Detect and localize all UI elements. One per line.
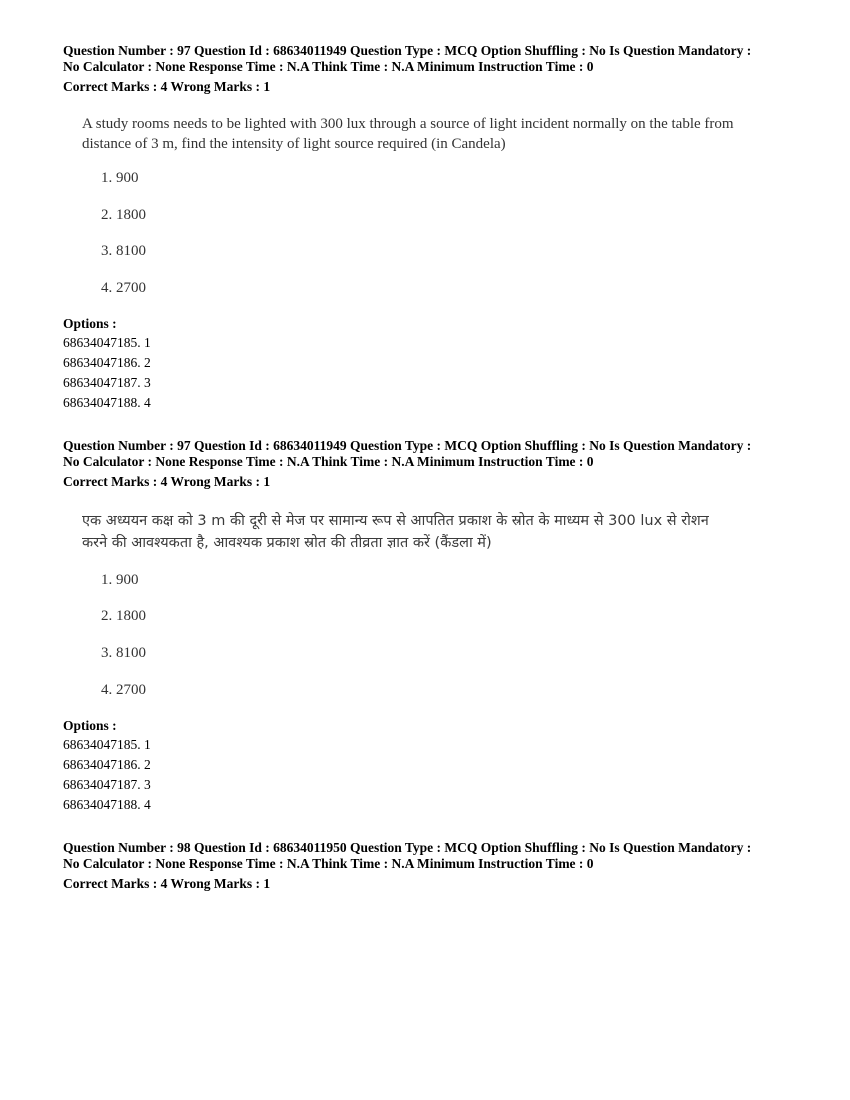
question-text-line: एक अध्ययन कक्ष को 3 m की दूरी से मेज पर सामान्य रूप से आपतित प्रकाश के स्रोत के माध्यम से 300 lux से रोशन (82, 513, 709, 529)
answer-choice: 2. 1800 (101, 207, 146, 223)
option-id-line: 68634047186. 2 (63, 757, 151, 772)
option-id-line: 68634047188. 4 (63, 797, 151, 812)
question-text-line: करने की आवश्यकता है, आवश्यक प्रकाश स्रोत की तीव्रता ज्ञात करें (कैंडला में) (82, 535, 492, 551)
question-meta (63, 43, 803, 95)
question-text-line: distance of 3 m, find the intensity of light source required (in Candela) (82, 136, 506, 152)
question-meta-line: No Calculator : None Response Time : N.A Think Time : N.A Minimum Instruction Time : 0 (63, 454, 594, 469)
answer-choice: 4. 2700 (101, 682, 146, 698)
question-text-line: A study rooms needs to be lighted with 300 lux through a source of light incident normally on the table from (82, 116, 734, 132)
question-meta (63, 840, 803, 892)
question-text-hindi (82, 510, 792, 554)
option-id-line: 68634047185. 1 (63, 737, 151, 752)
marks-line: Correct Marks : 4 Wrong Marks : 1 (63, 79, 271, 94)
question-meta-line: No Calculator : None Response Time : N.A Think Time : N.A Minimum Instruction Time : 0 (63, 59, 594, 74)
marks-line: Correct Marks : 4 Wrong Marks : 1 (63, 876, 271, 891)
marks-line: Correct Marks : 4 Wrong Marks : 1 (63, 474, 271, 489)
answer-choice: 3. 8100 (101, 243, 146, 259)
option-id-line: 68634047188. 4 (63, 395, 151, 410)
option-id-line: 68634047185. 1 (63, 335, 151, 350)
options-list (63, 717, 151, 815)
question-text (82, 114, 792, 154)
options-heading: Options : (63, 718, 117, 733)
options-heading: Options : (63, 316, 117, 331)
answer-choice: 2. 1800 (101, 608, 146, 624)
question-meta-line: Question Number : 98 Question Id : 68634011950 Question Type : MCQ Option Shuffling : No Is Question Mandatory : (63, 840, 752, 855)
question-meta-line: No Calculator : None Response Time : N.A Think Time : N.A Minimum Instruction Time : 0 (63, 856, 594, 871)
options-list (63, 315, 151, 413)
answer-choice: 4. 2700 (101, 280, 146, 296)
answer-choice: 1. 900 (101, 572, 139, 588)
question-meta-line: Question Number : 97 Question Id : 68634011949 Question Type : MCQ Option Shuffling : No Is Question Mandatory : (63, 43, 752, 58)
question-meta (63, 438, 803, 490)
answer-choice: 3. 8100 (101, 645, 146, 661)
question-meta-line: Question Number : 97 Question Id : 68634011949 Question Type : MCQ Option Shuffling : No Is Question Mandatory : (63, 438, 752, 453)
option-id-line: 68634047187. 3 (63, 375, 151, 390)
answer-choice: 1. 900 (101, 170, 139, 186)
option-id-line: 68634047186. 2 (63, 355, 151, 370)
option-id-line: 68634047187. 3 (63, 777, 151, 792)
